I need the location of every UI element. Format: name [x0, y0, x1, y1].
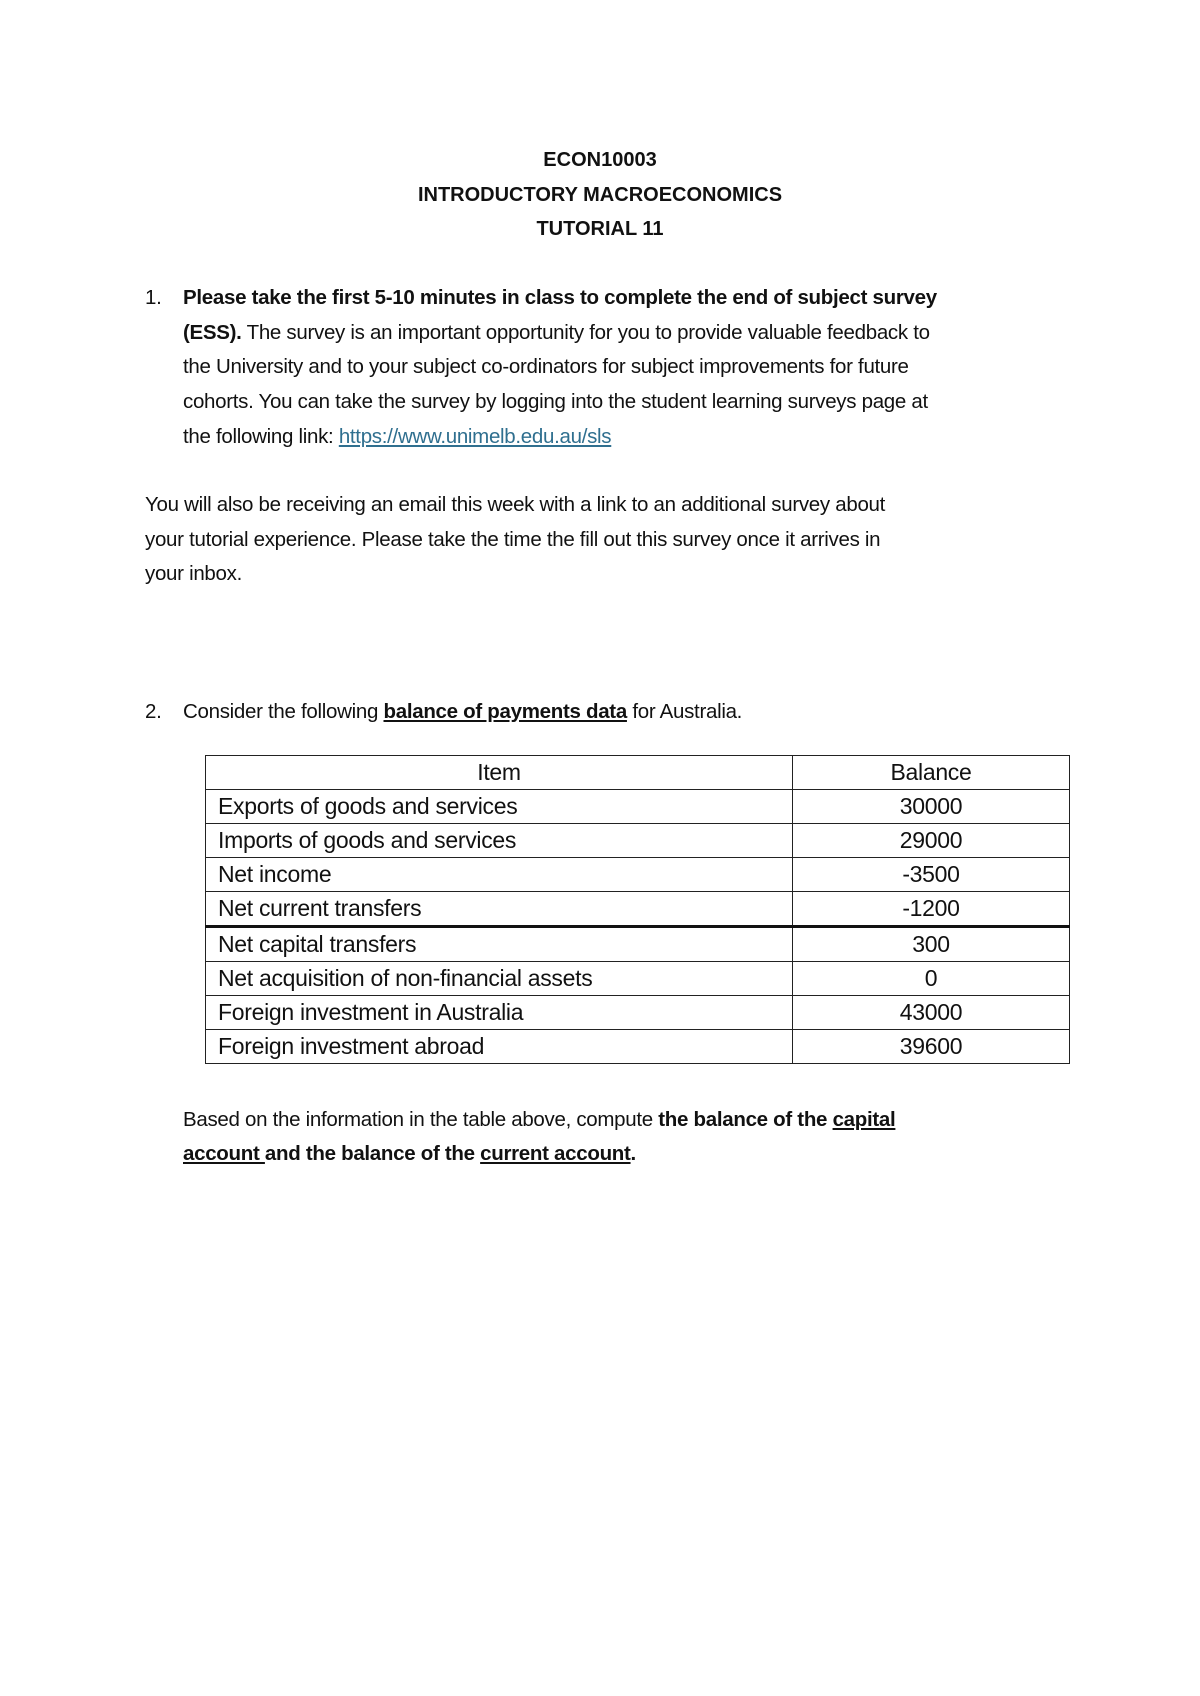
balance-cell: -3500 — [793, 858, 1070, 892]
table-row — [206, 962, 1070, 996]
tutorial-title: TUTORIAL 11 — [536, 218, 664, 240]
balance-cell: 29000 — [793, 824, 1070, 858]
task-capital: capital — [832, 1108, 896, 1131]
item-cell: Foreign investment abroad — [206, 1030, 793, 1064]
balance-cell: 39600 — [793, 1030, 1070, 1064]
survey-link[interactable]: https://www.unimelb.edu.au/sls — [338, 425, 612, 448]
course-name: INTRODUCTORY MACROECONOMICS — [417, 184, 783, 206]
q1-text: cohorts. You can take the survey by logging into the student learning surveys page at — [183, 390, 928, 413]
q1-number: 1. — [145, 286, 162, 309]
column-header-balance: Balance — [793, 756, 1070, 790]
note-text: your inbox. — [145, 562, 242, 585]
table-row — [206, 790, 1070, 824]
q1-text: the University and to your subject co-ordinators for subject improvements for future — [183, 355, 909, 378]
note-text: your tutorial experience. Please take the time the fill out this survey once it arrives in — [145, 528, 881, 551]
balance-cell: 30000 — [793, 790, 1070, 824]
item-cell: Imports of goods and services — [206, 824, 793, 858]
note-text: You will also be receiving an email this week with a link to an additional survey about — [145, 493, 886, 516]
table-row — [206, 824, 1070, 858]
task-account: account — [183, 1142, 265, 1165]
item-cell: Foreign investment in Australia — [206, 996, 793, 1030]
item-cell: Net income — [206, 858, 793, 892]
q1-text: the following link: — [183, 425, 339, 448]
q1-text: The survey is an important opportunity for you to provide valuable feedback to — [241, 321, 930, 344]
balance-cell: -1200 — [793, 892, 1070, 927]
table-row — [206, 996, 1070, 1030]
task-current-account: current account — [480, 1142, 631, 1165]
balance-cell: 0 — [793, 962, 1070, 996]
q2-number: 2. — [145, 700, 162, 723]
table-row — [206, 892, 1070, 927]
task-text: Based on the information in the table above, compute — [183, 1108, 659, 1131]
task-emphasis: the balance of the — [658, 1108, 833, 1131]
table-row — [206, 1030, 1070, 1064]
item-cell: Net current transfers — [206, 892, 793, 927]
balance-of-payments-table — [205, 755, 1070, 1064]
table-header-row — [206, 756, 1070, 790]
balance-cell: 43000 — [793, 996, 1070, 1030]
q2-text: for Australia. — [626, 700, 743, 723]
column-header-item: Item — [206, 756, 793, 790]
item-cell: Net acquisition of non-financial assets — [206, 962, 793, 996]
q2-text: Consider the following — [183, 700, 384, 723]
q2-emphasis: balance of payments data — [383, 700, 627, 723]
task-period: . — [630, 1142, 636, 1165]
table-row — [206, 858, 1070, 892]
item-cell: Net capital transfers — [206, 927, 793, 962]
balance-cell: 300 — [793, 927, 1070, 962]
table-row — [206, 927, 1070, 962]
task-emphasis: and the balance of the — [264, 1142, 481, 1165]
item-cell: Exports of goods and services — [206, 790, 793, 824]
course-code: ECON10003 — [543, 149, 657, 171]
q1-ess: (ESS). — [183, 321, 242, 344]
q1-bold-text: Please take the first 5-10 minutes in class to complete the end of subject survey — [183, 286, 937, 309]
